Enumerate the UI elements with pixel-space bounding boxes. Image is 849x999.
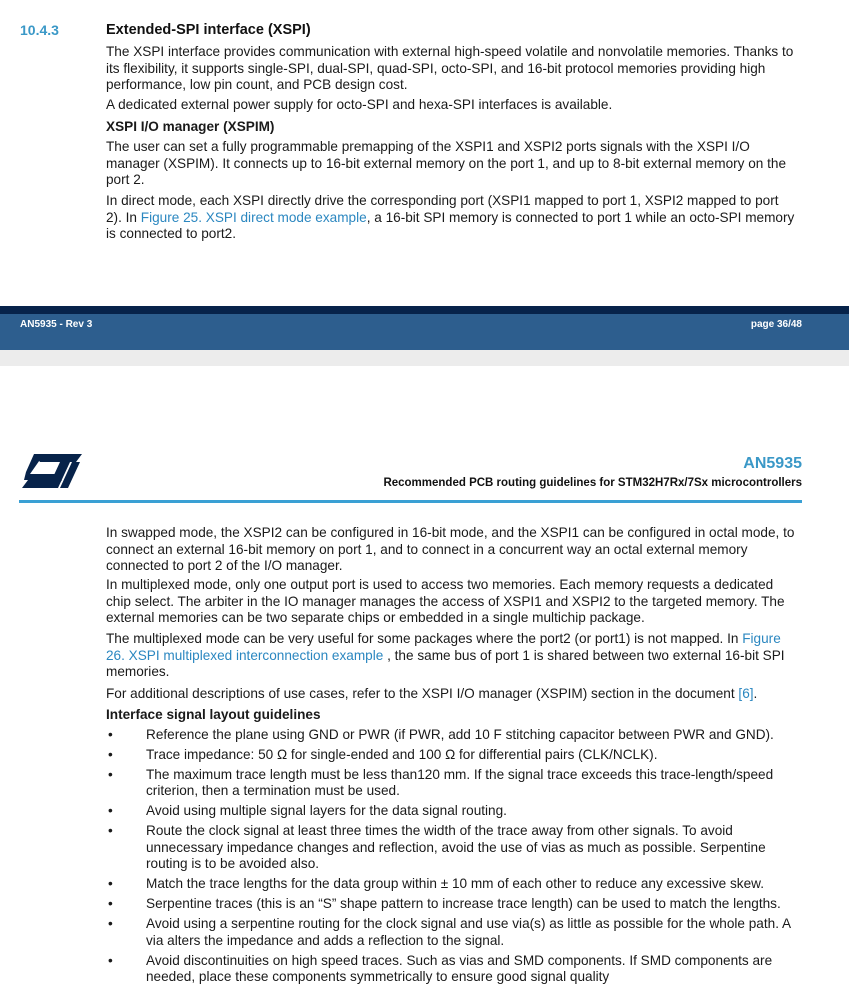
subheading: XSPI I/O manager (XSPIM) <box>106 119 275 134</box>
footer-page-number: page 36/48 <box>750 319 802 330</box>
guideline-list <box>106 727 796 989</box>
list-item: • Trace impedance: 50 Ω for single-ended and 100 Ω for differential pairs (CLK/NCLK). <box>106 747 796 764</box>
figure-link[interactable]: Figure 26. XSPI multiplexed interconnection example <box>106 631 781 663</box>
doc-title: Recommended PCB routing guidelines for STM32H7Rx/7Sx microcontrollers <box>383 477 802 489</box>
text: , the same bus of port 1 is shared between two external 16-bit SPI memories. <box>106 647 785 680</box>
doc-id: AN5935 <box>743 455 802 472</box>
subheading: Interface signal layout guidelines <box>106 707 321 722</box>
list-item: • Serpentine traces (this is an “S” shape pattern to increase trace length) can be used to match the lengths. <box>106 896 796 913</box>
paragraph <box>106 686 796 703</box>
paragraph: In multiplexed mode, only one output port is used to access two memories. Each memory requests a dedicated chip select. The arbiter in the IO manager manages the access of XSPI1 and XSPI2 to the targeted memory. The external memories can be two separate chips or embedded in a single multichip package. <box>106 577 785 626</box>
paragraph: A dedicated external power supply for octo-SPI and hexa-SPI interfaces is available. <box>106 97 613 112</box>
footer-accent <box>0 306 849 314</box>
text: In direct mode, each XSPI directly drive the corresponding port (XSPI1 mapped to port 1, XSPI2 mapped to port 2). In <box>106 193 779 225</box>
header-rule <box>19 500 802 503</box>
list-item: • Avoid discontinuities on high speed traces. Such as vias and SMD components. If SMD components are needed, place these components symmetrically to ensure good signal quality <box>106 953 796 986</box>
paragraph: The XSPI interface provides communication with external high-speed volatile and nonvolatile memories. Thanks to its flexibility, it supports single-SPI, dual-SPI, quad-SPI, octo-SPI, and 16-bit protocol memories providing high performance, low pin count, and PCB design cost. <box>106 44 794 93</box>
list-item: • Avoid using a serpentine routing for the clock signal and use via(s) as little as possible for the whole path. A via alters the impedance and adds a reflection to the signal. <box>106 916 796 949</box>
text: The multiplexed mode can be very useful for some packages where the port2 (or port1) is not mapped. In <box>106 631 743 646</box>
paragraph: The user can set a fully programmable premapping of the XSPI1 and XSPI2 ports signals with the XSPI I/O manager (XSPIM). It connects up to 16-bit external memory on the port 1, and up to 8-bit external memory on the port 2. <box>106 139 787 188</box>
paragraph <box>106 631 796 681</box>
paragraph <box>106 193 796 243</box>
paragraph: In swapped mode, the XSPI2 can be configured in 16-bit mode, and the XSPI1 can be configured in octal mode, to connect an external 16-bit memory on port 1, and to connect in a concurrent way an octal external memory connected to port 2 of the I/O manager. <box>106 525 795 574</box>
text: , a 16-bit SPI memory is connected to port 1 while an octo-SPI memory is connected to port2. <box>106 209 795 242</box>
list-item: • Match the trace lengths for the data group within ± 10 mm of each other to reduce any excessive skew. <box>106 876 796 893</box>
page-gap <box>0 350 849 366</box>
reference-link[interactable]: [6] <box>738 686 754 701</box>
list-item: • The maximum trace length must be less than120 mm. If the signal trace exceeds this trace-length/speed criterion, then a termination must be used. <box>106 767 796 800</box>
list-item: • Route the clock signal at least three times the width of the trace away from other signals. To avoid unnecessary impedance changes and reflection, avoid the use of vias as much as possible. Serpentine routing is to be avoided also. <box>106 823 796 873</box>
text: For additional descriptions of use cases, refer to the XSPI I/O manager (XSPIM) section in the document <box>106 686 739 701</box>
page-footer <box>0 314 849 350</box>
section-number: 10.4.3 <box>20 22 59 38</box>
list-item: • Reference the plane using GND or PWR (if PWR, add 10 F stitching capacitor between PWR and GND). <box>106 727 796 744</box>
figure-link[interactable]: Figure 25. XSPI direct mode example <box>140 209 367 225</box>
section-title: Extended-SPI interface (XSPI) <box>106 22 311 38</box>
footer-doc-rev: AN5935 - Rev 3 <box>20 319 93 330</box>
text: . <box>753 686 758 701</box>
st-logo <box>20 452 82 497</box>
list-item: • Avoid using multiple signal layers for the data signal routing. <box>106 803 796 820</box>
